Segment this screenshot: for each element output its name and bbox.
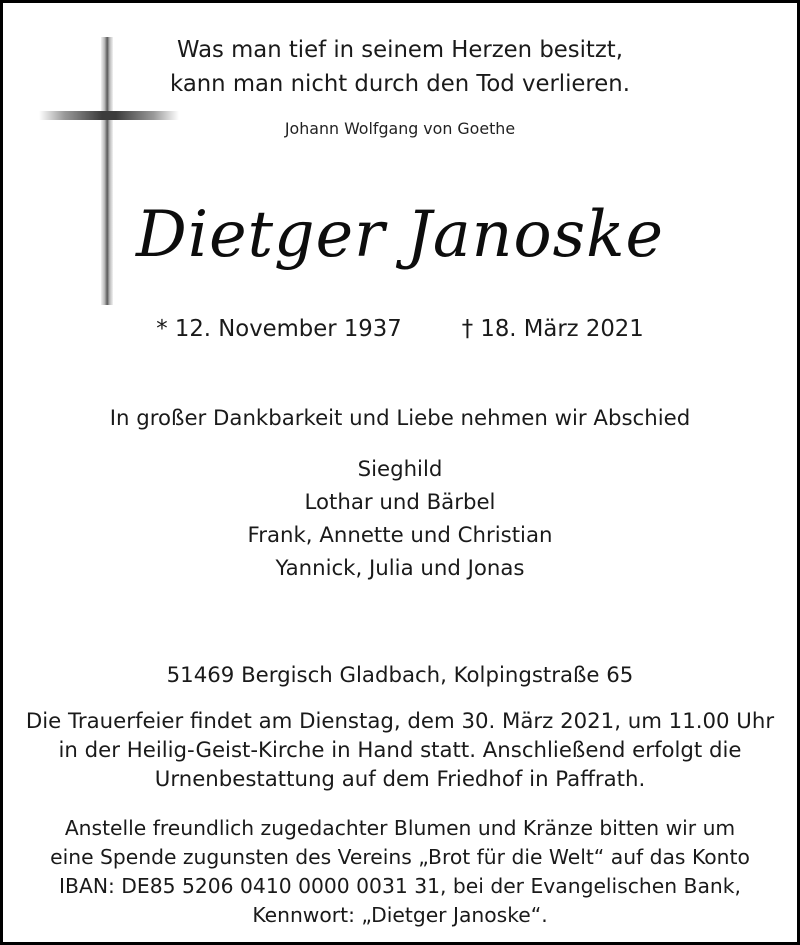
ceremony-line: Die Trauerfeier findet am Dienstag, dem 30. März 2021, um 11.00 Uhr xyxy=(25,709,775,734)
deceased-name: Dietger Janoske xyxy=(136,197,664,271)
address: 51469 Bergisch Gladbach, Kolpingstraße 65 xyxy=(166,663,634,688)
family-member: Yannick, Julia und Jonas xyxy=(275,556,525,581)
donation-line: eine Spende zugunsten des Vereins „Brot für die Welt“ auf das Konto xyxy=(50,845,750,869)
family-member: Frank, Annette und Christian xyxy=(247,523,553,548)
ceremony-line: in der Heilig-Geist-Kirche in Hand statt. Anschließend erfolgt die xyxy=(58,738,742,763)
birth-date: * 12. November 1937 xyxy=(156,316,402,342)
family-member: Sieghild xyxy=(357,457,443,482)
donation-line: Kennwort: „Dietger Janoske“. xyxy=(252,903,548,927)
quote-line-2: kann man nicht durch den Tod verlieren. xyxy=(170,71,630,97)
death-date: † 18. März 2021 xyxy=(461,316,644,342)
quote-author: Johann Wolfgang von Goethe xyxy=(284,119,516,138)
quote-line-1: Was man tief in seinem Herzen besitzt, xyxy=(177,37,623,63)
farewell-line: In großer Dankbarkeit und Liebe nehmen wir Abschied xyxy=(109,406,691,431)
donation-line: Anstelle freundlich zugedachter Blumen und Kränze bitten wir um xyxy=(64,816,736,840)
donation-line: IBAN: DE85 5206 0410 0000 0031 31, bei der Evangelischen Bank, xyxy=(59,874,741,898)
ceremony-line: Urnenbestattung auf dem Friedhof in Paffrath. xyxy=(154,767,646,792)
family-member: Lothar und Bärbel xyxy=(304,490,496,515)
life-dates xyxy=(3,316,797,342)
